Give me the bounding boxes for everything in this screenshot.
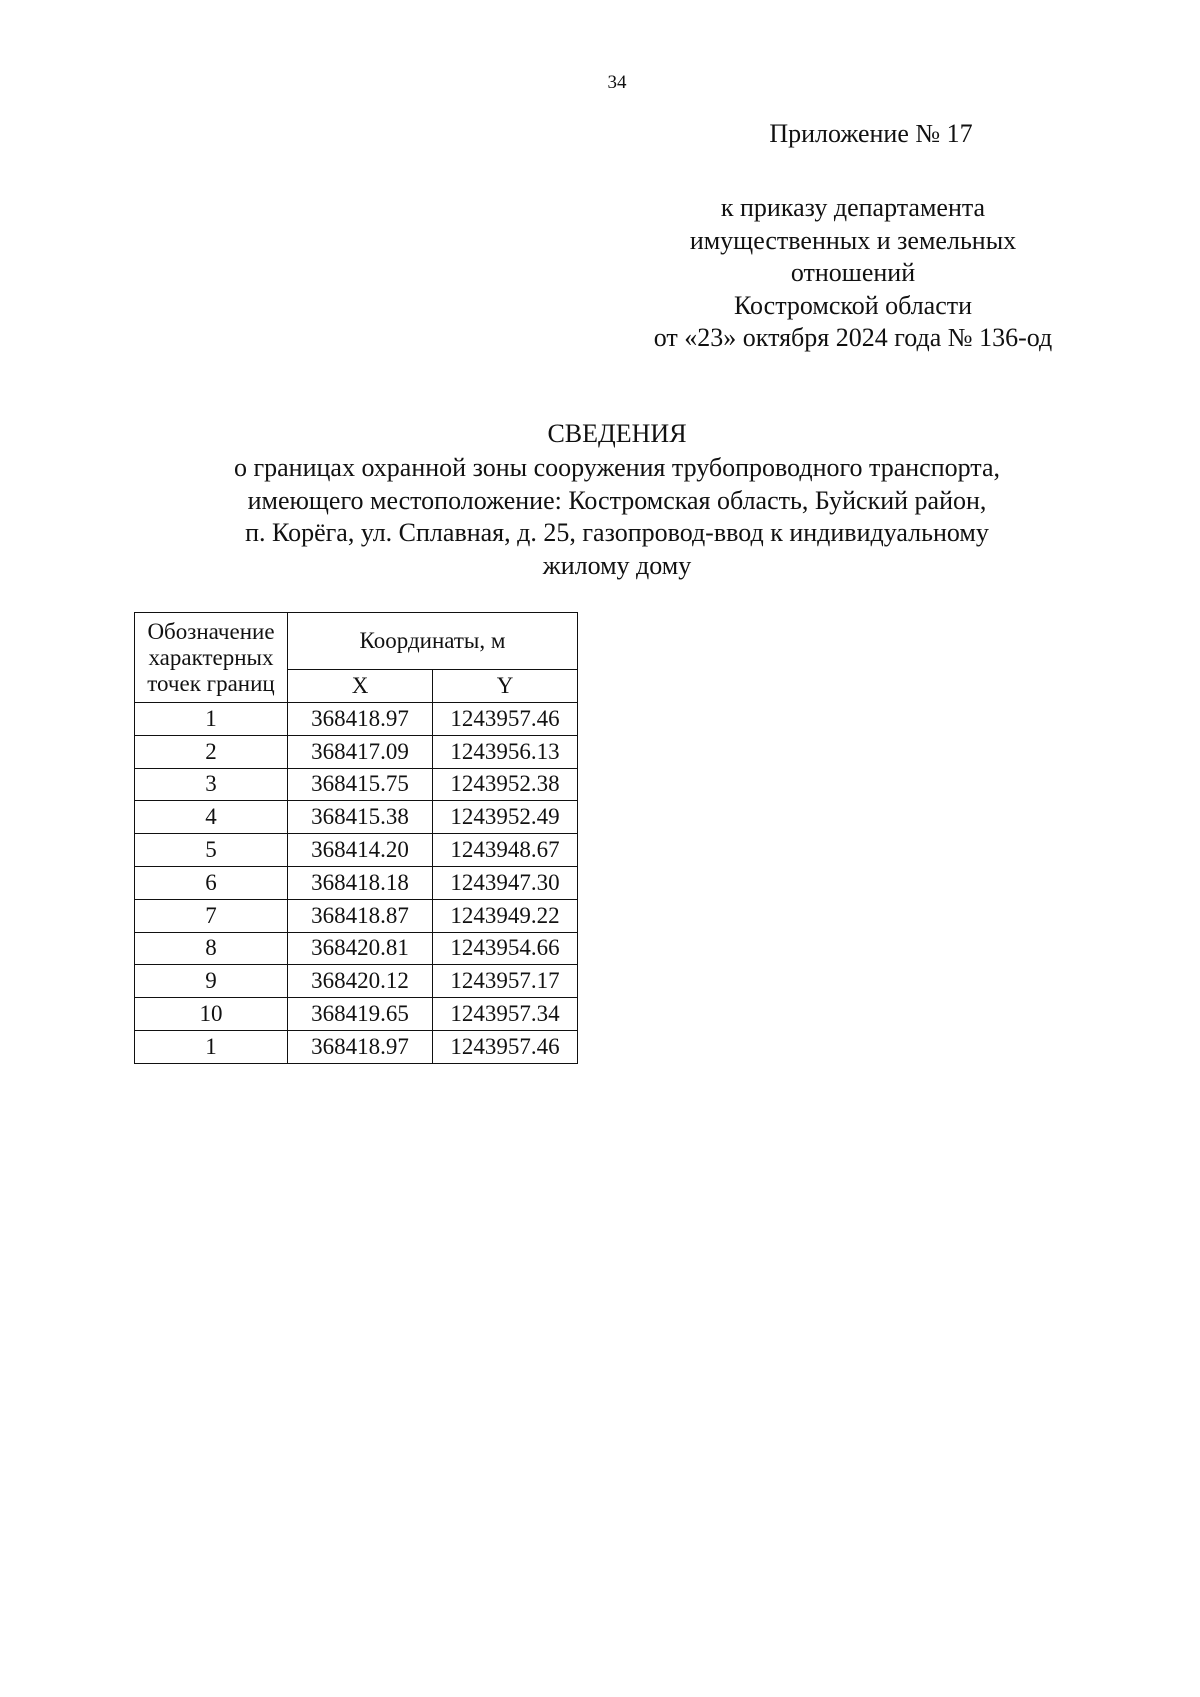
document-title: СВЕДЕНИЯ xyxy=(547,419,687,448)
point-cell: 4 xyxy=(135,801,288,834)
point-cell: 1 xyxy=(135,703,288,736)
subtitle-line: жилому дому xyxy=(542,550,692,580)
header-coordinates: Координаты, м xyxy=(288,613,578,670)
y-coordinate-cell: 1243957.17 xyxy=(433,965,578,998)
subtitle-line: о границах охранной зоны сооружения трубопроводного транспорта, xyxy=(233,453,1001,482)
header-y: Y xyxy=(433,670,578,703)
point-cell: 3 xyxy=(135,768,288,801)
table-row xyxy=(135,965,578,998)
page-number: 34 xyxy=(607,72,627,93)
header-x: X xyxy=(288,670,433,703)
table-row xyxy=(135,801,578,834)
point-cell: 7 xyxy=(135,899,288,932)
table-row xyxy=(135,703,578,736)
point-cell: 1 xyxy=(135,1030,288,1063)
order-reference xyxy=(618,192,1088,355)
table-row xyxy=(135,899,578,932)
x-coordinate-cell: 368418.97 xyxy=(288,1030,433,1063)
point-cell: 5 xyxy=(135,834,288,867)
x-coordinate-cell: 368419.65 xyxy=(288,998,433,1031)
order-date-line: от «23» октября 2024 года № 136-од xyxy=(653,323,1053,352)
table-row xyxy=(135,866,578,899)
y-coordinate-cell: 1243952.38 xyxy=(433,768,578,801)
x-coordinate-cell: 368415.38 xyxy=(288,801,433,834)
order-line: отношений xyxy=(790,258,916,287)
header-point-line: характерных xyxy=(148,644,274,670)
x-coordinate-cell: 368420.12 xyxy=(288,965,433,998)
order-line: имущественных и земельных xyxy=(689,225,1017,255)
table-row xyxy=(135,735,578,768)
header-point-line: точек границ xyxy=(147,670,275,696)
point-cell: 10 xyxy=(135,998,288,1031)
x-coordinate-cell: 368418.87 xyxy=(288,899,433,932)
y-coordinate-cell: 1243957.46 xyxy=(433,703,578,736)
order-line: к приказу департамента xyxy=(720,193,986,222)
point-cell: 6 xyxy=(135,866,288,899)
x-coordinate-cell: 368418.18 xyxy=(288,866,433,899)
y-coordinate-cell: 1243947.30 xyxy=(433,866,578,899)
point-cell: 9 xyxy=(135,965,288,998)
x-coordinate-cell: 368420.81 xyxy=(288,932,433,965)
header-point-designation xyxy=(135,613,288,703)
order-line: Костромской области xyxy=(733,290,973,320)
x-coordinate-cell: 368418.97 xyxy=(288,703,433,736)
y-coordinate-cell: 1243957.34 xyxy=(433,998,578,1031)
table-row xyxy=(135,1030,578,1063)
y-coordinate-cell: 1243957.46 xyxy=(433,1030,578,1063)
x-coordinate-cell: 368414.20 xyxy=(288,834,433,867)
point-cell: 2 xyxy=(135,735,288,768)
appendix-heading: Приложение № 17 xyxy=(769,119,973,148)
coordinates-table-body xyxy=(135,703,578,1064)
subtitle-line: имеющего местоположение: Костромская область, Буйский район, xyxy=(247,485,987,515)
table-row xyxy=(135,998,578,1031)
document-subtitle xyxy=(160,452,1074,582)
y-coordinate-cell: 1243956.13 xyxy=(433,735,578,768)
y-coordinate-cell: 1243949.22 xyxy=(433,899,578,932)
y-coordinate-cell: 1243952.49 xyxy=(433,801,578,834)
x-coordinate-cell: 368417.09 xyxy=(288,735,433,768)
coordinates-table xyxy=(134,612,578,1064)
header-point-line: Обозначение xyxy=(147,618,275,644)
table-row xyxy=(135,834,578,867)
x-coordinate-cell: 368415.75 xyxy=(288,768,433,801)
y-coordinate-cell: 1243948.67 xyxy=(433,834,578,867)
point-cell: 8 xyxy=(135,932,288,965)
table-row xyxy=(135,768,578,801)
subtitle-line: п. Корёга, ул. Сплавная, д. 25, газопровод-ввод к индивидуальному xyxy=(245,518,989,547)
y-coordinate-cell: 1243954.66 xyxy=(433,932,578,965)
table-row xyxy=(135,932,578,965)
